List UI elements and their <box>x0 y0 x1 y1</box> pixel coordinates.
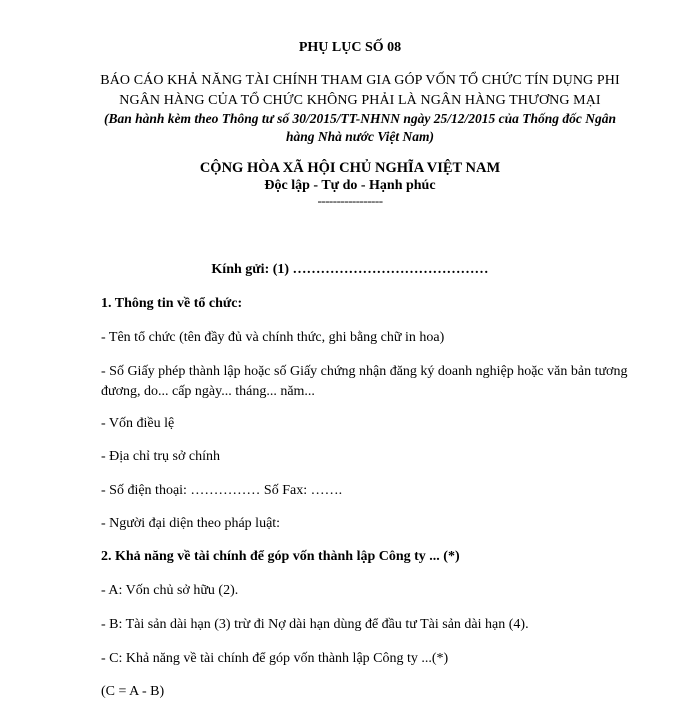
item-b-line: - B: Tài sản dài hạn (3) trừ đi Nợ dài hạn dùng để đầu tư Tài sản dài hạn (4). <box>101 617 529 632</box>
item-a-line: - A: Vốn chủ sở hữu (2). <box>101 583 239 598</box>
appendix-title: PHỤ LỤC SỐ 08 <box>298 40 402 55</box>
item-c-line: - C: Khả năng về tài chính để góp vốn thành lập Công ty ...(*) <box>101 651 449 666</box>
section-2-heading: 2. Khả năng về tài chính để góp vốn thành lập Công ty ... (*) <box>101 549 460 564</box>
section-1-heading: 1. Thông tin về tổ chức: <box>101 296 243 311</box>
recipient-line: Kính gửi: (1) …………………………………… <box>211 262 489 277</box>
national-motto: Độc lập - Tự do - Hạnh phúc <box>264 178 436 193</box>
separator-line: ----------------- <box>317 193 383 208</box>
charter-capital-line: - Vốn điều lệ <box>101 416 175 431</box>
formula-line: (C = A - B) <box>101 684 165 699</box>
issuance-note: (Ban hành kèm theo Thông tư số 30/2015/TT-NHNN ngày 25/12/2015 của Thống đốc Ngân hàng Nhà nước Việt Nam) <box>103 111 617 144</box>
report-title: BÁO CÁO KHẢ NĂNG TÀI CHÍNH THAM GIA GÓP VỐN TỔ CHỨC TÍN DỤNG PHI NGÂN HÀNG CỦA TỔ CHỨC KHÔNG PHẢI LÀ NGÂN HÀNG THƯƠNG MẠI <box>100 73 620 108</box>
national-title: CỘNG HÒA XÃ HỘI CHỦ NGHĨA VIỆT NAM <box>199 160 501 176</box>
org-name-line: - Tên tổ chức (tên đầy đủ và chính thức, ghi bằng chữ in hoa) <box>101 330 445 345</box>
phone-fax-line: - Số điện thoại: …………… Số Fax: ……. <box>101 483 343 498</box>
license-line: - Số Giấy phép thành lập hoặc số Giấy chứng nhận đăng ký doanh nghiệp hoặc văn bản tương đương, do... cấp ngày... tháng... năm... <box>101 364 628 399</box>
head-office-line: - Địa chỉ trụ sở chính <box>101 449 220 464</box>
legal-representative-line: - Người đại diện theo pháp luật: <box>101 516 281 531</box>
